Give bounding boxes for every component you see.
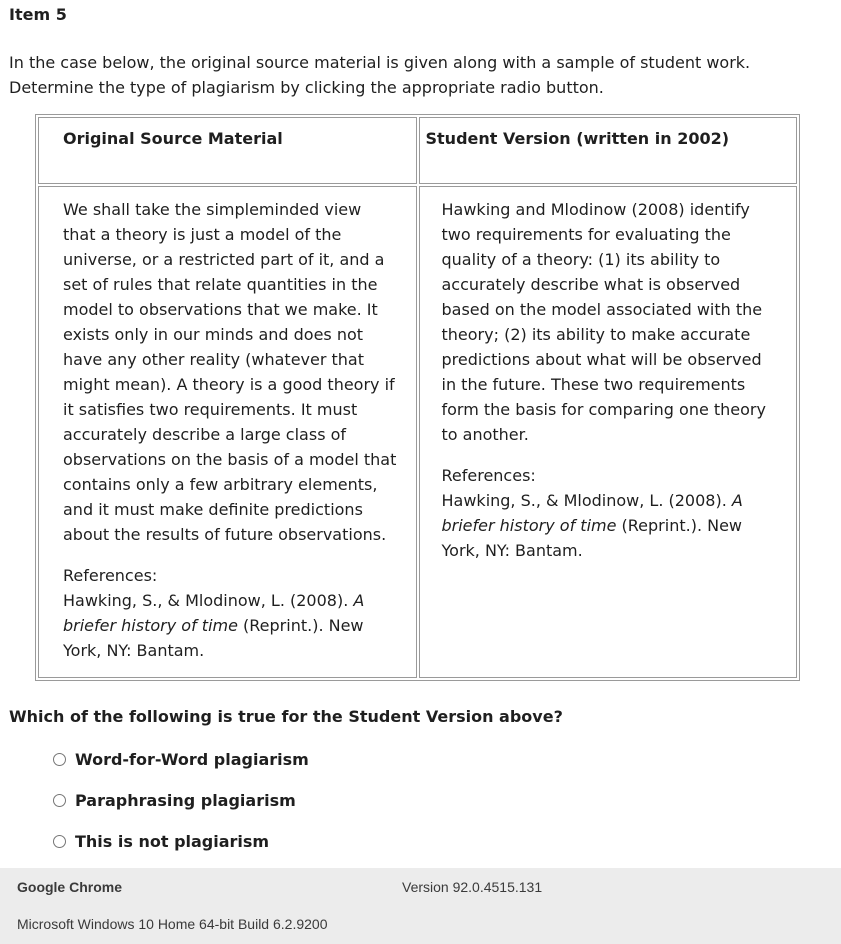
browser-name: Google Chrome bbox=[17, 879, 123, 895]
system-info-footer bbox=[0, 868, 841, 944]
reference-authors: Hawking, S., & Mlodinow, L. (2008). bbox=[63, 591, 349, 610]
student-version-cell bbox=[419, 186, 798, 678]
os-info: Microsoft Windows 10 Home 64-bit Build 6.2.9200 bbox=[17, 916, 328, 932]
original-source-text: We shall take the simpleminded view that a theory is just a model of the universe, or a restricted part of it, and a set of rules that relate quantities in the model to observations that we make. It exists only in our minds and does not have any other reality (whatever that might mean). A theory is a good theory if it satisfies two requirements. It must accurately describe a large class of observations on the basis of a model that contains only a few arbitrary elements, and it must make definite predictions about the results of future observations. bbox=[63, 200, 397, 544]
option-word-for-word[interactable] bbox=[53, 747, 309, 772]
student-references bbox=[442, 463, 773, 563]
original-references bbox=[63, 563, 398, 663]
reference-title: A briefer history of time bbox=[441, 491, 743, 535]
references-label: References: bbox=[441, 466, 536, 485]
student-version-text: Hawking and Mlodinow (2008) identify two requirements for evaluating the quality of a theory: (1) its ability to accurately describe what is observed based on the model associated with the theory; (2) its ability to make accurate predictions about what will be observed in the future. These two requirements form the basis for comparing one theory to another. bbox=[441, 200, 766, 444]
browser-version: Version 92.0.4515.131 bbox=[402, 879, 543, 895]
reference-publisher: (Reprint.). New York, NY: Bantam. bbox=[441, 516, 743, 560]
reference-title: A briefer history of time bbox=[63, 591, 365, 635]
option-not-plagiarism[interactable] bbox=[53, 829, 309, 854]
option-label[interactable]: Paraphrasing plagiarism bbox=[75, 791, 296, 810]
option-label[interactable]: Word-for-Word plagiarism bbox=[75, 750, 309, 769]
comparison-table bbox=[35, 114, 800, 681]
question-text: Which of the following is true for the Student Version above? bbox=[9, 707, 563, 726]
instructions-text: In the case below, the original source material is given along with a sample of student work. Determine the type of plagiarism by clicking the appropriate radio button. bbox=[9, 53, 751, 97]
radio-button[interactable] bbox=[53, 794, 66, 807]
radio-button[interactable] bbox=[53, 835, 66, 848]
table-header-row bbox=[38, 117, 797, 184]
student-version-heading: Student Version (written in 2002) bbox=[419, 117, 798, 184]
original-source-heading: Original Source Material bbox=[38, 117, 417, 184]
reference-authors: Hawking, S., & Mlodinow, L. (2008). bbox=[441, 491, 727, 510]
references-label: References: bbox=[63, 566, 158, 585]
radio-button[interactable] bbox=[53, 753, 66, 766]
reference-publisher: (Reprint.). New York, NY: Bantam. bbox=[63, 616, 364, 660]
answer-options bbox=[53, 747, 309, 870]
option-label[interactable]: This is not plagiarism bbox=[75, 832, 270, 851]
item-title: Item 5 bbox=[9, 5, 67, 24]
table-body-row bbox=[38, 186, 797, 678]
original-source-cell bbox=[38, 186, 417, 678]
option-paraphrasing[interactable] bbox=[53, 788, 309, 813]
